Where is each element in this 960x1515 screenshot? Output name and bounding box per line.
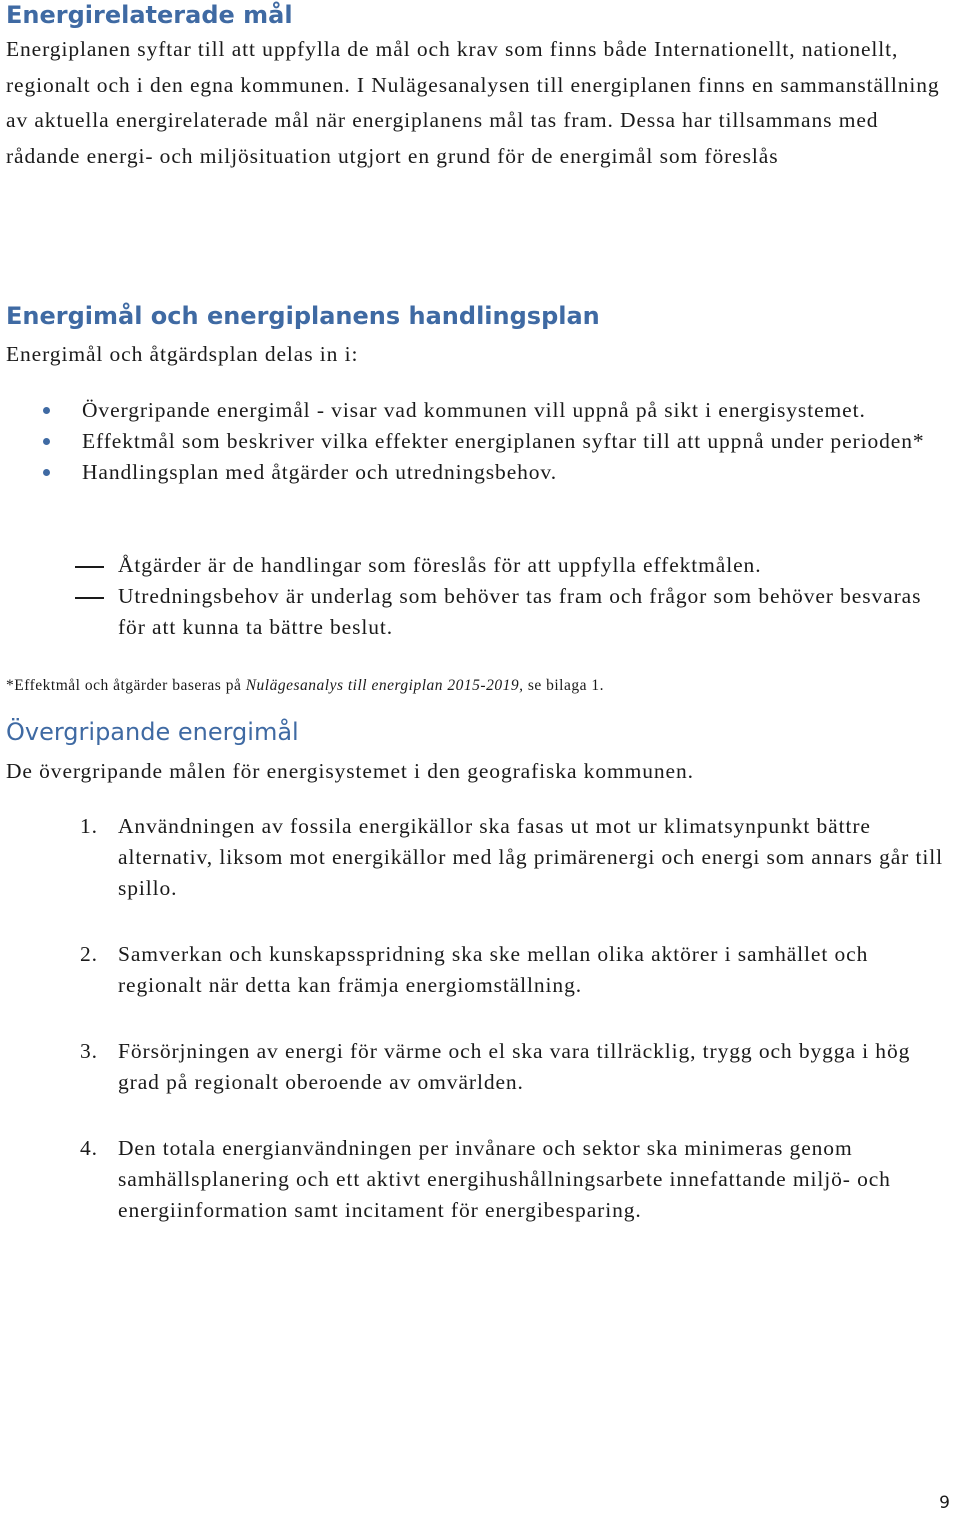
bullet-text: Övergripande energimål - visar vad kommunen vill uppnå på sikt i energisystemet. <box>82 398 866 422</box>
page-number: 9 <box>939 1493 950 1513</box>
goal-text: Försörjningen av energi för värme och el ska vara tillräcklig, trygg och bygga i hög grad på regionalt oberoende av omvärlden. <box>118 1039 911 1094</box>
section-heading-energirelaterade-mal: Energirelaterade mål <box>6 1 293 29</box>
section-heading-energimal-handlingsplan: Energimål och energiplanens handlingsplan <box>6 302 600 330</box>
bullet-dot-icon <box>43 438 50 445</box>
footnote-suffix: se bilaga 1. <box>523 677 605 694</box>
goal-list <box>6 811 954 1261</box>
bullet-dot-icon <box>43 469 50 476</box>
section-heading-overgripande-energimal: Övergripande energimål <box>6 718 299 746</box>
goal-number: 2. <box>80 942 98 966</box>
footnote-reference: Nulägesanalys till energiplan 2015-2019, <box>245 677 524 694</box>
bullet-item <box>6 457 954 488</box>
bullet-text: Effektmål som beskriver vilka effekter energiplanen syftar till att uppnå under perioden* <box>82 429 925 453</box>
dash-icon <box>75 566 104 568</box>
goal-number: 1. <box>80 814 98 838</box>
section-intro-text: De övergripande målen för energisystemet i den geografiska kommunen. <box>6 759 694 783</box>
sub-item-text: Utredningsbehov är underlag som behöver tas fram och frågor som behöver besvaras för att kunna ta bättre beslut. <box>118 584 922 639</box>
sub-item-list <box>6 550 954 643</box>
bullet-item <box>6 426 954 457</box>
section-intro-text: Energimål och åtgärdsplan delas in i: <box>6 342 359 366</box>
goal-item <box>6 811 954 904</box>
section-paragraph: Energiplanen syftar till att uppfylla de mål och krav som finns både Internationellt, nationellt, regionalt och i den egna kommunen. I Nulägesanalysen till energiplanen finns en sammanställning av aktuella energirelaterade mål när energiplanens mål tas fram. Dessa har tillsammans med rådande energi- och miljösituation utgjort en grund för de energimål som föreslås <box>6 37 940 168</box>
goal-text: Samverkan och kunskapsspridning ska ske mellan olika aktörer i samhället och regionalt när detta kan främja energiomställning. <box>118 942 869 997</box>
footnote <box>6 675 604 697</box>
sub-item-text: Åtgärder är de handlingar som föreslås för att uppfylla effektmålen. <box>118 553 762 577</box>
sub-item <box>6 581 954 643</box>
dash-icon <box>75 597 104 599</box>
goal-number: 3. <box>80 1039 98 1063</box>
goal-text: Användningen av fossila energikällor ska fasas ut mot ur klimatsynpunkt bättre alternativ, liksom mot energikällor med låg primärenergi och energi som annars går till spillo. <box>118 814 944 900</box>
goal-number: 4. <box>80 1136 98 1160</box>
bullet-dot-icon <box>43 407 50 414</box>
goal-item <box>6 1036 954 1098</box>
footnote-prefix: *Effektmål och åtgärder baseras på <box>6 677 246 694</box>
bullet-text: Handlingsplan med åtgärder och utredningsbehov. <box>82 460 557 484</box>
bullet-item <box>6 395 954 426</box>
goal-item <box>6 939 954 1001</box>
sub-item <box>6 550 954 581</box>
goal-item <box>6 1133 954 1226</box>
goal-text: Den totala energianvändningen per invånare och sektor ska minimeras genom samhällsplanering och ett aktivt energihushållningsarbete innefattande miljö- och energiinformation samt incitament för energibesparing. <box>118 1136 891 1222</box>
bullet-list <box>6 395 954 488</box>
